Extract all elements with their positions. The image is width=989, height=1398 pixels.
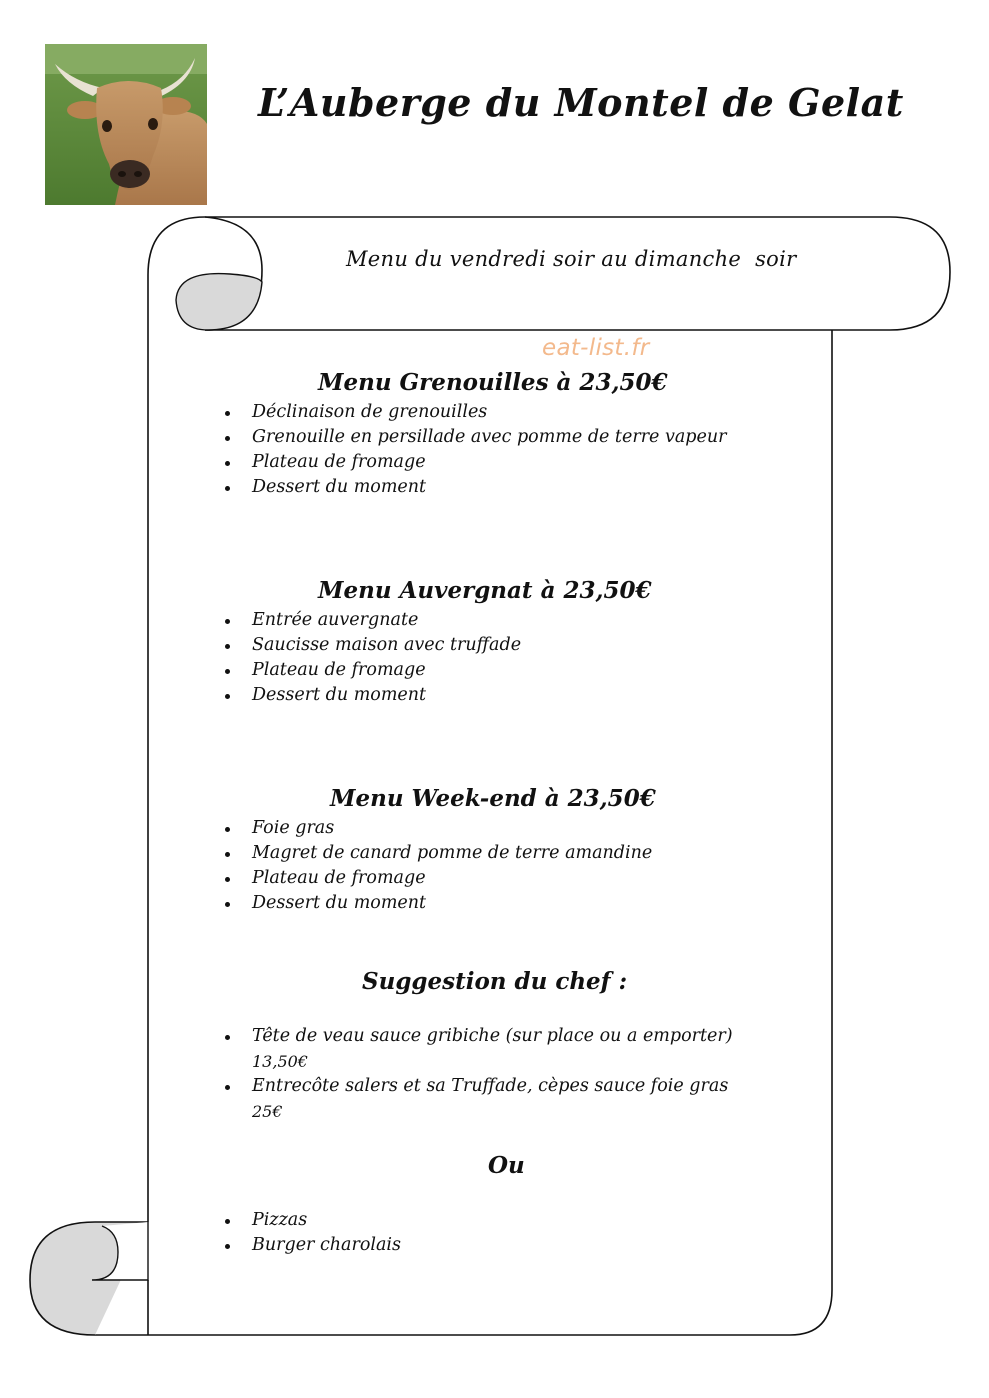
menu-auvergnat-list [218, 608, 521, 708]
list-item: Dessert du moment [218, 683, 521, 708]
list-item: Magret de canard pomme de terre amandine [218, 841, 652, 866]
dish-name: Entrecôte salers et sa Truffade, cèpes sauce foie gras [252, 1076, 729, 1096]
list-item [218, 1074, 733, 1124]
list-item: Dessert du moment [218, 891, 652, 916]
list-item: Burger charolais [218, 1233, 401, 1258]
menu-grenouilles-heading: Menu Grenouilles à 23,50€ [318, 369, 668, 396]
dish-price: 13,50€ [252, 1052, 308, 1071]
list-item: Entrée auvergnate [218, 608, 521, 633]
menu-auvergnat-heading: Menu Auvergnat à 23,50€ [318, 577, 652, 604]
list-item: Plateau de fromage [218, 450, 727, 475]
menu-weekend-list [218, 816, 652, 916]
alternative-list [218, 1208, 401, 1258]
list-item: Grenouille en persillade avec pomme de terre vapeur [218, 425, 727, 450]
watermark: eat-list.fr [542, 335, 650, 361]
list-item: Plateau de fromage [218, 866, 652, 891]
chef-suggestion-list [218, 1024, 733, 1124]
menu-grenouilles-list [218, 400, 727, 500]
chef-suggestion-heading: Suggestion du chef : [362, 968, 628, 995]
restaurant-title: L’Auberge du Montel de Gelat [258, 80, 904, 125]
list-item: Foie gras [218, 816, 652, 841]
list-item: Plateau de fromage [218, 658, 521, 683]
menu-weekend-heading: Menu Week-end à 23,50€ [330, 785, 656, 812]
list-item: Dessert du moment [218, 475, 727, 500]
menu-period-subtitle: Menu du vendredi soir au dimanche soir [346, 247, 797, 271]
dish-price: 25€ [252, 1102, 283, 1121]
dish-name: Tête de veau sauce gribiche (sur place ou a emporter) [252, 1026, 733, 1046]
or-label: Ou [488, 1152, 525, 1179]
list-item: Déclinaison de grenouilles [218, 400, 727, 425]
list-item [218, 1024, 733, 1074]
list-item: Saucisse maison avec truffade [218, 633, 521, 658]
list-item: Pizzas [218, 1208, 401, 1233]
